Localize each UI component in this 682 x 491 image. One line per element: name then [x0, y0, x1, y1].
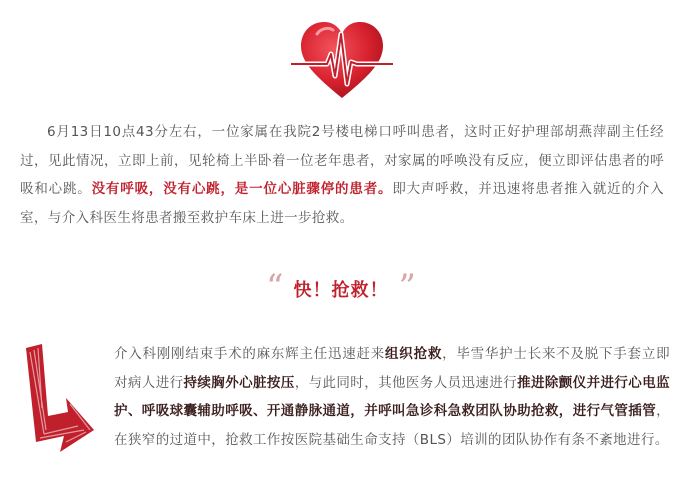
- open-quote: “: [266, 267, 284, 307]
- red-arrow-icon: [20, 338, 98, 456]
- rescue-paragraph: [114, 340, 670, 454]
- rescue-text-4: ，在狭窄的过道中，抢救工作按医院基础生命支持（BLS）培训的团队协作有条不紊地进行。: [114, 403, 671, 448]
- rescue-bold-3: 推进除颤仪并进行心电监护、呼吸球囊辅助呼吸、开通静脉通道，并呼叫急诊科急救团队协助抢救，进行气管插管: [114, 374, 671, 419]
- heading-text: 快！抢救！: [293, 280, 389, 301]
- intro-text-1: 6月13日10点43分左右，一位家属在我院2号楼电梯口呼叫患者，这时正好护理部胡燕萍副主任经过，见此情况，立即上前，见轮椅上半卧着一位老年患者，对家属的呼唤没有反应，便立即评估患者的呼吸和心跳。: [20, 124, 664, 197]
- heart-ecg-icon: [291, 14, 393, 104]
- close-quote: ”: [398, 267, 416, 307]
- rescue-text-3: ，与此同时，其他医务人员迅速进行: [294, 374, 518, 391]
- rescue-text-2: ，毕雪华护士长来不及脱下手套立即对病人进行: [114, 346, 670, 391]
- rescue-bold-2: 持续胸外心脏按压: [183, 374, 295, 391]
- rescue-text-1: 介入科刚刚结束手术的麻东辉主任迅速赶来: [114, 346, 386, 362]
- section-heading: [0, 267, 682, 308]
- intro-text-2: 即大声呼救，并迅速将患者推入就近的介入室，与介入科医生将患者搬至救护车床上进一步抢救。: [20, 181, 665, 226]
- rescue-bold-1: 组织抢救: [385, 346, 443, 362]
- intro-paragraph: [20, 118, 664, 232]
- intro-emphasis: 没有呼吸，没有心跳，是一位心脏骤停的患者。: [91, 181, 393, 197]
